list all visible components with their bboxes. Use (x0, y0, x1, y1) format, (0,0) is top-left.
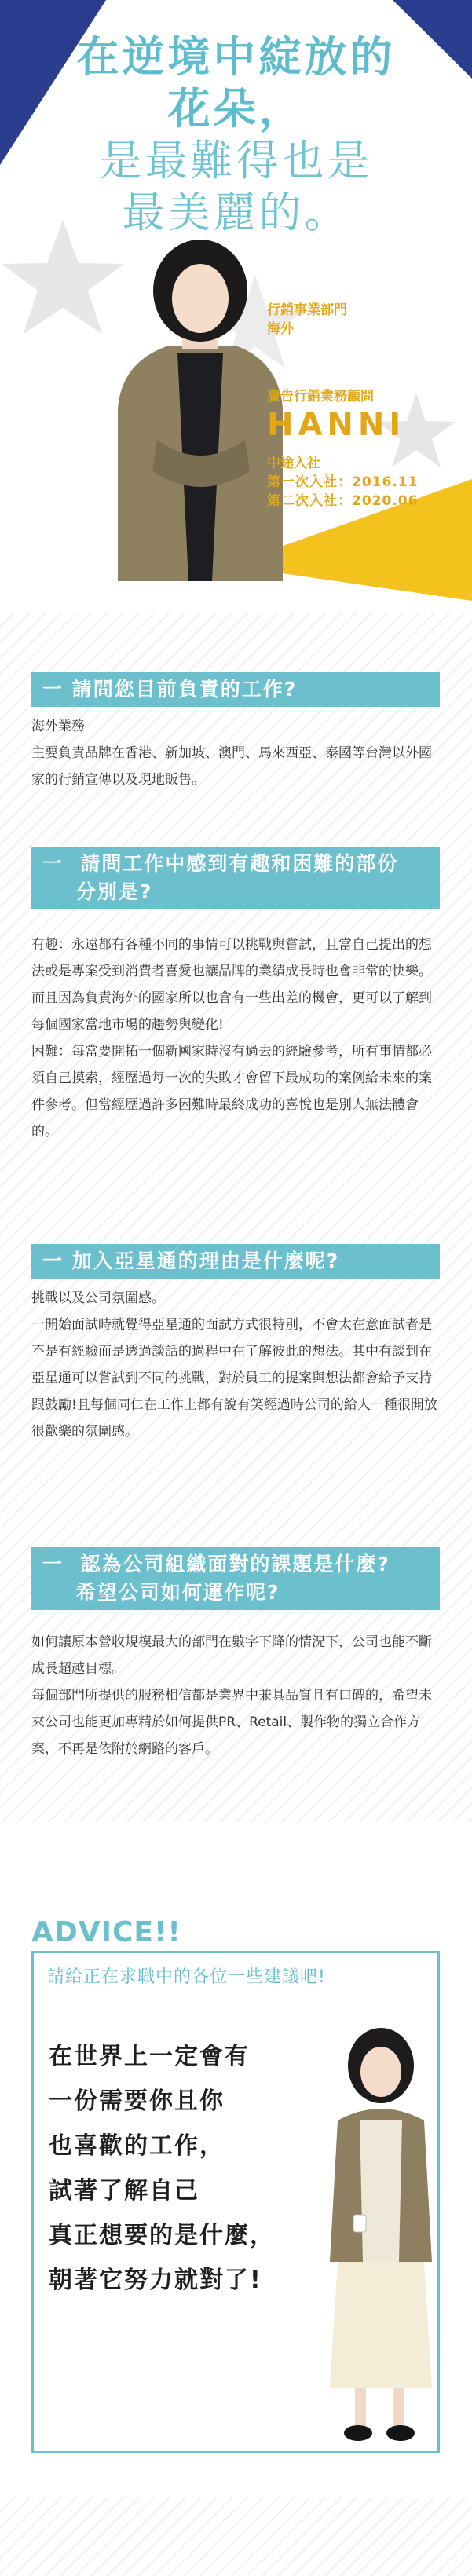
section-heading (31, 847, 440, 909)
profile-hire-type: 中途入社 (267, 456, 320, 471)
profile-second-join: 第二次入社：2020.06 (267, 493, 419, 509)
standing-portrait-photo (306, 2011, 448, 2450)
advice-quote-line: 朝著它努力就對了! (49, 2267, 262, 2294)
section-heading-line: 分別是? (42, 880, 153, 903)
profile-department: 行銷事業部門 (267, 302, 347, 318)
advice-quote-line: 試著了解自己 (49, 2177, 199, 2205)
advice-quote-line: 也喜歡的工作， (49, 2132, 225, 2160)
section-paragraph: 主要負責品牌在香港、新加坡、澳門、馬來西亞、泰國等台灣以外國家的行銷宣傳以及現地販售。 (31, 745, 432, 788)
hero-title-line: 在逆境中綻放的 (76, 32, 396, 82)
section-heading-line: 一 加入亞星通的理由是什麼呢? (42, 1250, 340, 1272)
section-heading-line: 一 請問您目前負責的工作? (42, 678, 298, 701)
hero-title-line: 花朵， (167, 84, 305, 134)
advice-quote-line: 在世界上一定會有 (49, 2043, 250, 2070)
section-heading-line: 一 認為公司組織面對的課題是什麼? (42, 1553, 390, 1575)
hero-title-line: 是最難得也是 (99, 136, 373, 185)
advice-quote-line: 真正想要的是什麼， (49, 2222, 275, 2249)
hero-title-line: 最美麗的。 (122, 188, 350, 237)
hero-section (0, 0, 472, 613)
advice-subtitle: 請給正在求職中的各位一些建議吧! (47, 1967, 326, 1987)
section-heading (31, 1547, 440, 1610)
section-paragraph: 海外業務 (31, 719, 85, 734)
section-body (31, 1285, 444, 1445)
section-paragraph: 一開始面試時就覺得亞星通的面試方式很特別，不會太在意面試者是不是有經驗而是透過談話的過程中在了解彼此的想法。其中有談到在亞星通可以嘗試到不同的挑戰，對於員工的提案與想法都會給予支持跟鼓勵!且每個同仁在工作上都有說有笑經過時公司的給人一種很開放很歡樂的氛圍感。 (31, 1317, 437, 1440)
section-heading-line: 一 請問工作中感到有趣和困難的部份 (42, 852, 399, 875)
section-heading-line: 希望公司如何運作呢? (42, 1581, 280, 1604)
profile-first-join: 第一次入社：2016.11 (267, 474, 419, 490)
section-paragraph: 有趣：永遠都有各種不同的事情可以挑戰與嘗試，且當自己提出的想法或是專案受到消費者喜愛也讓品牌的業績成長時也會非常的快樂。而且因為負責海外的國家所以也會有一些出差的機會，更可以了解到每個國家當地市場的趨勢與變化! (31, 937, 432, 1033)
advice-title: ADVICE!! (31, 1916, 181, 1948)
advice-quote (49, 2034, 275, 2303)
section-paragraph: 挑戰以及公司氛圍感。 (31, 1290, 165, 1306)
profile-name: HANNI (267, 407, 406, 443)
section-paragraph: 每個部門所提供的服務相信都是業界中兼具品質且有口碑的，希望未來公司也能更加專精於如何提供PR、Retail、製作物的獨立合作方案，不再是依附於網路的客戶。 (31, 1688, 432, 1757)
advice-quote-line: 一份需要你且你 (49, 2088, 225, 2115)
section-heading (31, 1244, 440, 1279)
striped-background (0, 2497, 472, 2576)
hero-title (0, 31, 472, 239)
section-heading (31, 672, 440, 707)
profile-division: 海外 (267, 321, 294, 337)
section-paragraph: 如何讓原本營收規模最大的部門在數字下降的情況下，公司也能不斷成長超越目標。 (31, 1634, 432, 1677)
section-body (31, 1629, 444, 1762)
profile-role: 廣告行銷業務顧問 (267, 389, 374, 404)
section-body (31, 713, 444, 793)
section-paragraph: 困難：每當要開拓一個新國家時沒有過去的經驗參考，所有事情都必須自己摸索，經歷過每一次的失敗才會留下最成功的案例給未來的案件參考。但當經歷過許多困難時最終成功的喜悅也是別人無法體會的。 (31, 1044, 432, 1140)
section-body (31, 931, 444, 1145)
